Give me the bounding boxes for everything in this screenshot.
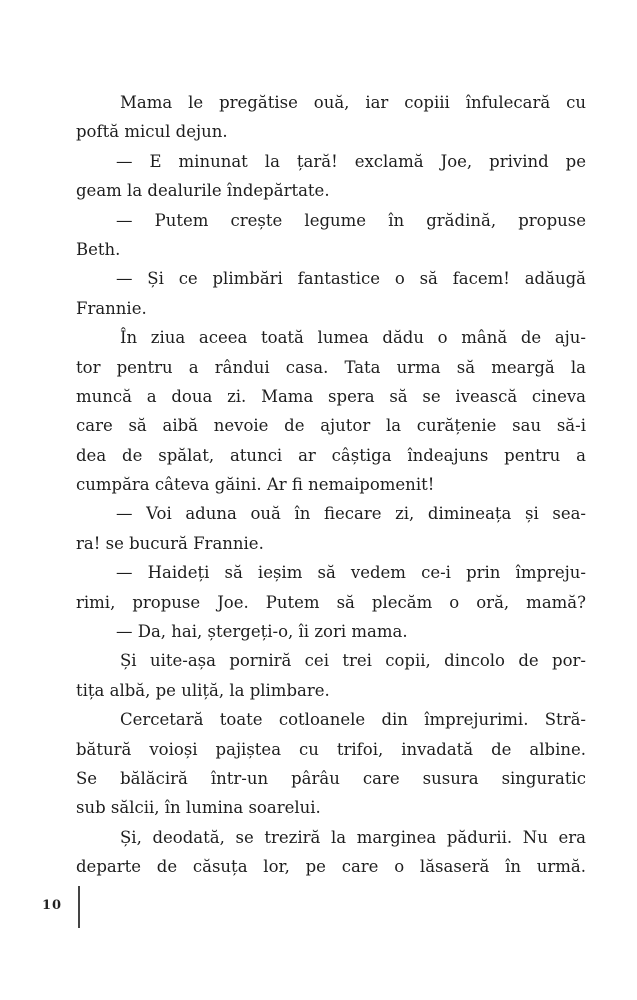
text-line: care să aibă nevoie de ajutor la curățenie sau să-i xyxy=(76,416,586,436)
text-line: sub sălcii, în lumina soarelui. xyxy=(76,798,321,818)
text-line: — Voi aduna ouă în fiecare zi, dimineața și sea- xyxy=(116,504,586,524)
text-line: Se bălăciră într-un pârâu care susura singuratic xyxy=(76,768,586,788)
text-line: geam la dealurile îndepărtate. xyxy=(76,181,330,201)
text-line: dea de spălat, atunci ar câștiga îndeajuns pentru a xyxy=(76,445,586,465)
text-line: rimi, propuse Joe. Putem să plecăm o oră, mamă? xyxy=(76,592,586,612)
text-line: Mama le pregătise ouă, iar copiii înfulecară cu xyxy=(120,93,586,112)
text-line: Și, deodată, se treziră la marginea pădurii. Nu era xyxy=(120,827,586,847)
text-line: — Da, hai, ștergeți-o, îi zori mama. xyxy=(116,622,408,642)
text-line: — Și ce plimbări fantastice o să facem! adăugă xyxy=(116,269,586,289)
text-line: În ziua aceea toată lumea dădu o mână de aju- xyxy=(120,328,586,348)
text-line: bătură voioși pajiștea cu trifoi, invadată de albine. xyxy=(76,739,586,759)
text-line: poftă micul dejun. xyxy=(76,122,228,142)
text-line: Cercetară toate cotloanele din împrejurimi. Stră- xyxy=(120,710,586,730)
text-line: muncă a doua zi. Mama spera să se ivească cineva xyxy=(76,386,586,406)
text-line: — E minunat la țară! exclamă Joe, privind pe xyxy=(116,151,586,171)
text-line: Beth. xyxy=(76,239,121,259)
text-line: tița albă, pe uliță, la plimbare. xyxy=(76,680,330,700)
text-line: departe de căsuța lor, pe care o lăsaseră în urmă. xyxy=(76,857,586,877)
body-text xyxy=(76,88,586,882)
text-line: tor pentru a rândui casa. Tata urma să meargă la xyxy=(76,357,586,377)
text-line: ra! se bucură Frannie. xyxy=(76,533,264,553)
page-number: 10 xyxy=(42,898,63,913)
page-number-rule xyxy=(78,886,80,928)
text-line: Și uite-așa porniră cei trei copii, dincolo de por- xyxy=(120,651,586,671)
text-line: cumpăra câteva găini. Ar fi nemaipomenit! xyxy=(76,475,435,495)
text-line: — Putem crește legume în grădină, propuse xyxy=(116,210,586,230)
text-line: Frannie. xyxy=(76,298,147,318)
text-line: — Haideți să ieșim să vedem ce-i prin împreju- xyxy=(116,563,586,583)
